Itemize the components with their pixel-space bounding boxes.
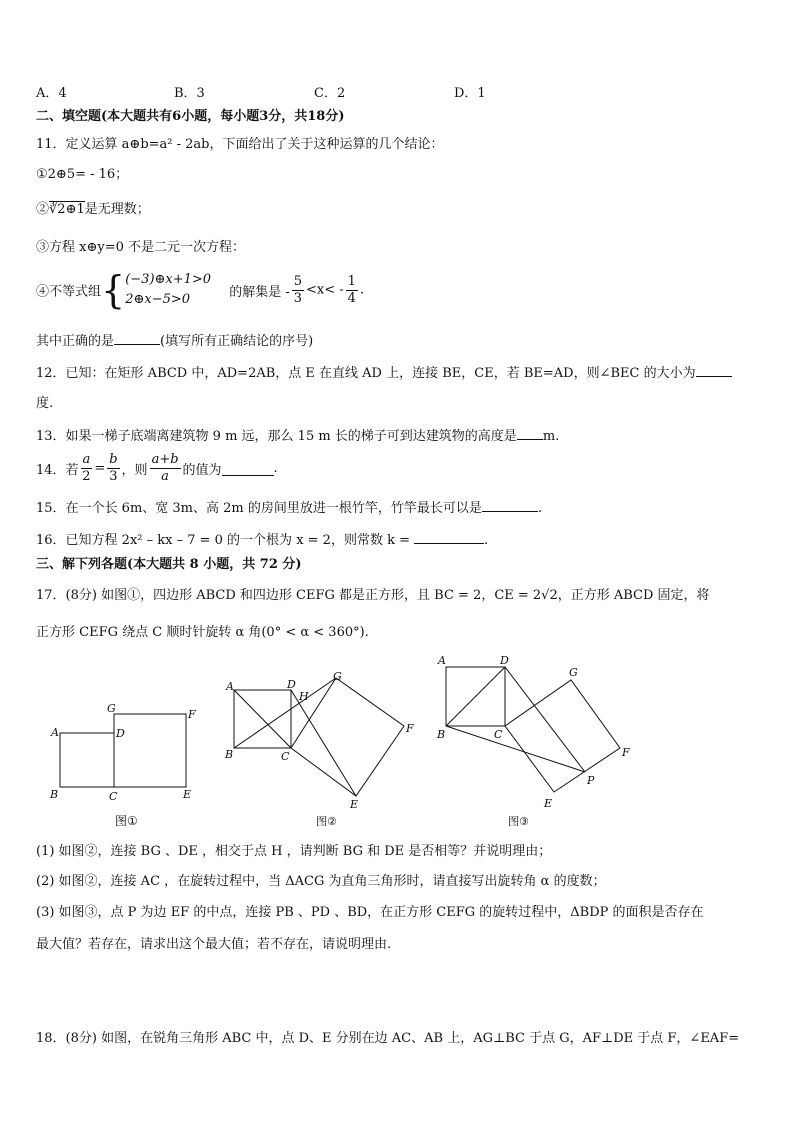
q11-s2-prefix: ② <box>36 202 50 217</box>
fig2-line-ac <box>234 690 291 748</box>
q14-eq: = <box>94 461 106 476</box>
figure-3-drawing <box>432 652 642 830</box>
q14-mid: ，则 <box>121 463 148 478</box>
q11-s2-suffix: 是无理数； <box>84 202 150 217</box>
fig1-label-g: G <box>107 702 116 715</box>
fig2-label-f: F <box>406 722 414 735</box>
q13-unit: m. <box>542 429 560 444</box>
fig1-caption: 图① <box>115 814 138 828</box>
section3-heading: 三、解下列各题(本大题共 8 小题，共 72 分) <box>36 557 302 572</box>
q14-frac-2-den: 3 <box>109 469 118 484</box>
q14-answer-blank[interactable] <box>222 461 274 476</box>
q11-answer-prefix: 其中正确的是 <box>36 334 115 349</box>
q17-line-2: 正方形 CEFG 绕点 C 顺时针旋转 α 角(0° < α < 360°). <box>36 625 369 640</box>
fig2-label-b: B <box>225 748 234 761</box>
q18-line: 18．(8分) 如图，在锐角三角形 ABC 中，点 D、E 分别在边 AC、AB 上，AG⊥BC 于点 G，AF⊥DE 于点 F，∠EAF= <box>36 1031 740 1046</box>
q14-prefix: 14．若 <box>36 463 79 478</box>
fig3-label-f: F <box>622 746 630 759</box>
fig1-label-e: E <box>183 788 192 801</box>
fig1-square-cefg <box>114 714 186 787</box>
q14-line <box>36 452 758 485</box>
q14-frac-1 <box>81 452 93 485</box>
q14-frac-3-num: a+b <box>151 452 179 467</box>
q12-line <box>36 362 758 384</box>
fig3-caption: 图③ <box>508 815 529 828</box>
figure-1 <box>40 700 210 830</box>
fig3-label-e: E <box>544 797 553 810</box>
q11-frac-2-num: 1 <box>347 273 356 289</box>
q11-frac-1-num: 5 <box>293 273 303 289</box>
q11-frac-2-den: 4 <box>347 290 356 306</box>
choice-c: C．2 <box>314 86 346 101</box>
fig3-label-a: A <box>438 654 446 667</box>
fig1-label-d: D <box>116 727 125 740</box>
fig3-label-p: P <box>587 774 595 787</box>
q13-text: 13．如果一梯子底端离建筑物 9 m 远，那么 15 m 长的梯子可到达建筑物的高度是 <box>36 429 517 444</box>
q15-line <box>36 497 758 519</box>
q11-ineq-2: 2⊕x−5>0 <box>125 292 191 307</box>
brace-icon: { <box>101 268 126 312</box>
figure-1-drawing <box>40 700 210 830</box>
fig3-line-bd <box>446 667 505 726</box>
q16-text: 16．已知方程 2x² – kx – 7 = 0 的一个根为 x = 2，则常数 k = <box>36 533 410 548</box>
fig1-label-f: F <box>188 708 196 721</box>
q15-answer-blank[interactable] <box>482 497 538 512</box>
q14-frac-1-den: 2 <box>82 469 91 484</box>
figure-2-drawing <box>220 668 420 830</box>
fig1-label-a: A <box>51 726 59 739</box>
q14-frac-2 <box>107 452 119 485</box>
fig3-label-d: D <box>500 654 509 667</box>
q17-sub-3-line-2: 最大值？若存在，请求出这个最大值；若不存在，请说明理由. <box>36 937 392 952</box>
q11-s4-prefix: ④不等式组 <box>36 284 102 300</box>
q15-text: 15．在一个长 6m、宽 3m、高 2m 的房间里放进一根竹竿，竹竿最长可以是 <box>36 501 482 516</box>
figure-2 <box>220 668 420 830</box>
q11-ineq-1: (−3)⊕x+1>0 <box>125 272 212 287</box>
q14-end: . <box>273 461 278 476</box>
q12-text: 12．已知：在矩形 ABCD 中，AD=2AB，点 E 在直线 AD 上，连接 BE，CE，若 BE=AD，则∠BEC 的大小为 <box>36 366 696 381</box>
q11-answer-line <box>36 330 758 352</box>
fig2-label-g: G <box>333 670 342 683</box>
q17-sub-3-line-1: (3) 如图③，点 P 为边 EF 的中点，连接 PB 、PD 、BD，在正方形 CEFG 的旋转过程中，ΔBDP 的面积是否存在 <box>36 905 704 920</box>
section2-heading: 二、填空题(本大题共有6小题，每小题3分，共18分) <box>36 109 345 124</box>
fig2-label-d: D <box>287 678 296 691</box>
fig1-label-b: B <box>50 788 59 801</box>
fig2-label-a: A <box>226 680 234 693</box>
q11-statement-1: ①2⊕5= - 16； <box>36 167 129 182</box>
q17-line-1: 17．(8分) 如图①，四边形 ABCD 和四边形 CEFG 都是正方形，且 BC = 2，CE = 2√2，正方形 ABCD 固定，将 <box>36 588 710 603</box>
q13-line <box>36 425 758 447</box>
fig1-label-c: C <box>109 790 118 803</box>
q11-answer-blank[interactable] <box>114 330 160 345</box>
choice-b: B．3 <box>174 86 205 101</box>
q11-s4-end: . <box>359 282 365 298</box>
q11-inequality-system <box>125 270 211 310</box>
q14-frac-2-num: b <box>109 452 118 467</box>
choice-d: D．1 <box>454 86 486 101</box>
q11-s4-lt: <x< - <box>306 282 344 298</box>
fig3-label-b: B <box>437 728 446 741</box>
fig2-caption: 图② <box>316 815 337 828</box>
q17-sub-2: (2) 如图②，连接 AC ，在旋转过程中，当 ΔACG 为直角三角形时，请直接写出旋转角 α 的度数； <box>36 874 606 889</box>
fig2-line-de <box>291 690 356 796</box>
fig1-square-abcd <box>60 733 114 787</box>
q15-end: . <box>537 501 543 516</box>
figure-3 <box>432 652 642 830</box>
q11-s2-radical: ∛2⊕1 <box>49 202 85 217</box>
q11-frac-1 <box>292 274 304 307</box>
q16-line <box>36 529 758 551</box>
fig3-line-bp <box>446 726 585 772</box>
fig2-label-h: H <box>299 690 309 703</box>
q11-answer-suffix: (填写所有正确结论的序号) <box>160 334 314 349</box>
q12-continuation: 度. <box>36 396 54 411</box>
fig2-label-e: E <box>350 798 359 811</box>
q14-suffix: 的值为 <box>182 463 222 478</box>
q11-stem: 11．定义运算 a⊕b=a² - 2ab，下面给出了关于这种运算的几个结论： <box>36 137 444 152</box>
q11-statement-4 <box>36 270 758 310</box>
q11-s4-mid: 的解集是 - <box>229 284 290 300</box>
q11-statement-3: ③方程 x⊕y=0 不是二元一次方程： <box>36 240 245 255</box>
q14-frac-3 <box>150 452 181 485</box>
q11-frac-2 <box>346 274 358 307</box>
q11-statement-2 <box>36 200 758 220</box>
fig2-label-c: C <box>281 750 290 763</box>
fig3-label-c: C <box>494 728 503 741</box>
q11-frac-1-den: 3 <box>293 290 303 306</box>
q17-sub-1: (1) 如图②，连接 BG 、DE ，相交于点 H ，请判断 BG 和 DE 是否相等？并说明理由； <box>36 844 552 859</box>
fig3-label-g: G <box>569 666 578 679</box>
q14-frac-3-den: a <box>161 469 169 484</box>
q16-answer-blank[interactable] <box>414 529 484 544</box>
q12-answer-blank[interactable] <box>696 362 732 377</box>
q13-answer-blank[interactable] <box>517 425 543 440</box>
q16-end: . <box>484 533 489 548</box>
choice-a: A．4 <box>36 86 67 101</box>
fig3-square-cefg <box>505 680 620 792</box>
q14-frac-1-num: a <box>82 452 91 467</box>
